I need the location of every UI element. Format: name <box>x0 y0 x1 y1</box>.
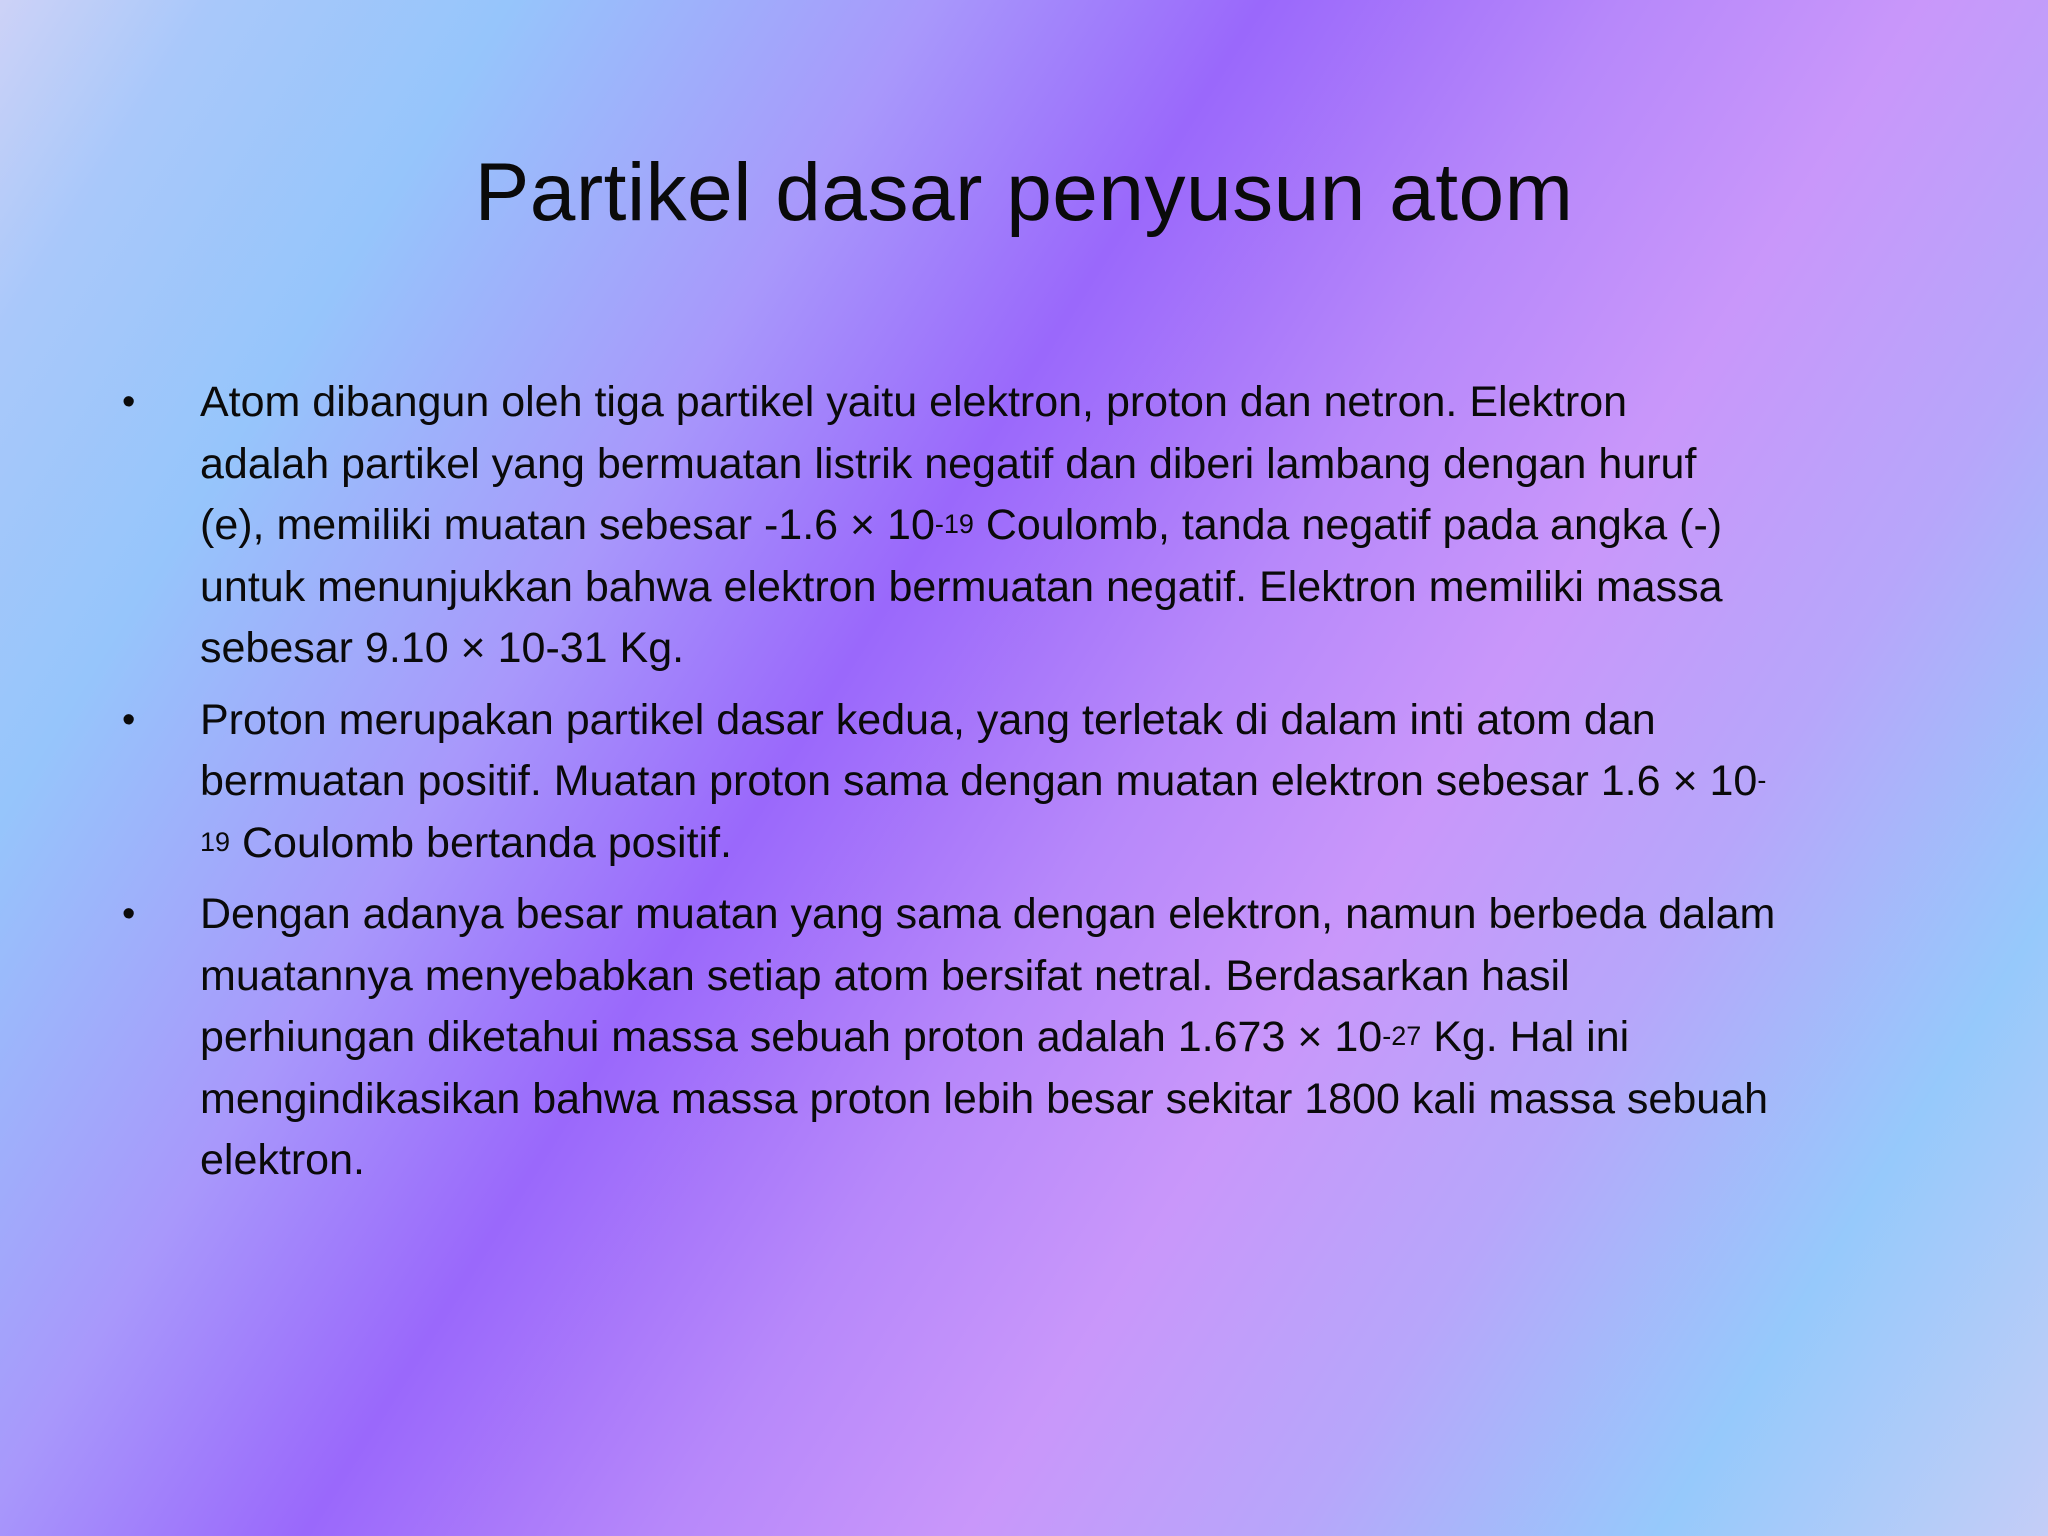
text-line: untuk menunjukkan bahwa elektron bermuatan negatif. Elektron memiliki massa <box>200 562 1723 611</box>
text-line: elektron. <box>200 1136 365 1184</box>
text-line-with-exponent <box>200 751 1922 813</box>
text-line: mengindikasikan bahwa massa proton lebih besar sekitar 1800 kali massa sebuah <box>200 1074 1769 1123</box>
text-line: muatannya menyebabkan setiap atom bersifat netral. Berdasarkan hasil <box>200 951 1570 1000</box>
text-segment: Kg. Hal ini <box>1421 1013 1630 1061</box>
exponent: - <box>1757 765 1767 795</box>
bullet-item-neutral-mass <box>122 884 1922 1192</box>
exponent: 19 <box>200 826 231 857</box>
text-segment: (e), memiliki muatan sebesar -1.6 × 10 <box>200 501 935 549</box>
text-line-with-exponent <box>200 495 1922 557</box>
text-line: Atom dibangun oleh tiga partikel yaitu elektron, proton dan netron. Elektron <box>200 378 1628 426</box>
text-line: Dengan adanya besar muatan yang sama dengan elektron, namun berbeda dalam <box>200 890 1776 938</box>
text-line: sebesar 9.10 × 10-31 Kg. <box>200 624 685 672</box>
exponent: -19 <box>934 509 974 539</box>
text-segment: Coulomb bertanda positif. <box>230 818 733 867</box>
text-line: adalah partikel yang bermuatan listrik negatif dan diberi lambang dengan huruf <box>200 439 1697 488</box>
slide-title: Partikel dasar penyusun atom <box>474 147 1574 238</box>
bullet-item-proton <box>122 690 1922 875</box>
text-segment: bermuatan positif. Muatan proton sama dengan muatan elektron sebesar 1.6 × 10 <box>200 757 1758 805</box>
bullet-icon: • <box>122 698 136 741</box>
bullet-list <box>122 372 1922 1202</box>
bullet-icon: • <box>122 893 136 935</box>
text-line-with-exponent <box>200 813 1922 875</box>
text-line: Proton merupakan partikel dasar kedua, yang terletak di dalam inti atom dan <box>200 695 1656 744</box>
bullet-icon: • <box>122 381 136 423</box>
text-line-with-exponent <box>200 1007 1922 1069</box>
text-segment: perhiungan diketahui massa sebuah proton adalah 1.673 × 10 <box>200 1013 1383 1061</box>
text-segment: Coulomb, tanda negatif pada angka (-) <box>973 501 1723 549</box>
bullet-item-electron <box>122 372 1922 680</box>
exponent: -27 <box>1382 1021 1422 1051</box>
